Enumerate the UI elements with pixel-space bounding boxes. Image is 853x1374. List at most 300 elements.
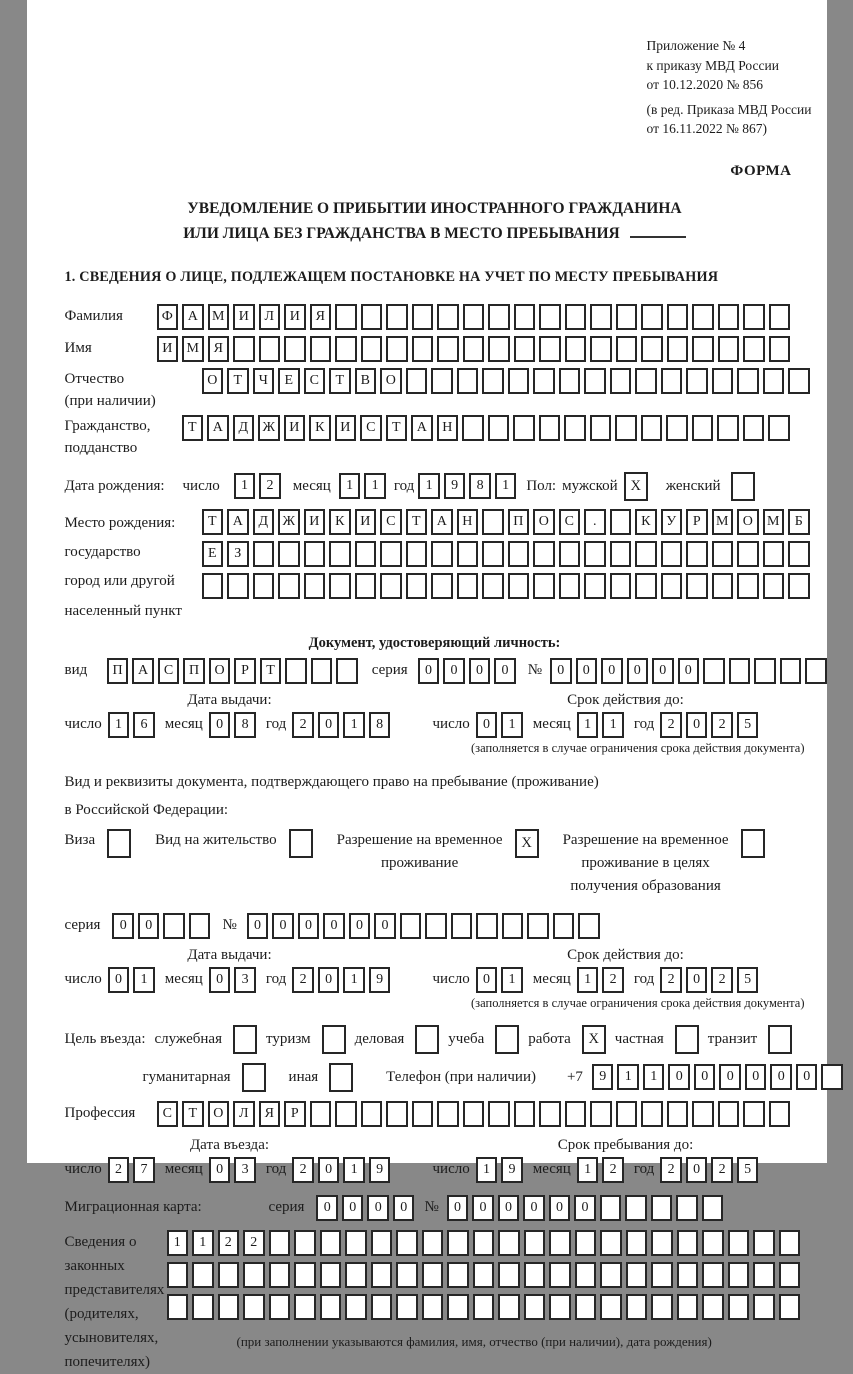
char-box[interactable]: 0 [652, 658, 674, 684]
char-box[interactable] [361, 1101, 383, 1127]
char-box[interactable] [218, 1294, 240, 1320]
char-box[interactable] [192, 1262, 214, 1288]
char-box[interactable] [508, 541, 530, 567]
char-box[interactable] [406, 573, 428, 599]
char-box[interactable] [371, 1262, 393, 1288]
char-box[interactable] [651, 1230, 673, 1256]
char-box[interactable]: Ж [278, 509, 300, 535]
char-box[interactable] [488, 336, 510, 362]
char-box[interactable] [473, 1262, 495, 1288]
char-box[interactable] [779, 1294, 801, 1320]
char-box[interactable]: А [431, 509, 453, 535]
char-box[interactable]: О [208, 1101, 230, 1127]
char-box[interactable] [737, 573, 759, 599]
char-box[interactable]: 0 [627, 658, 649, 684]
char-box[interactable]: 0 [719, 1064, 741, 1090]
char-box[interactable]: 1 [495, 473, 517, 499]
char-box[interactable]: О [209, 658, 231, 684]
char-box[interactable] [447, 1262, 469, 1288]
char-box[interactable] [743, 1101, 765, 1127]
char-box[interactable] [447, 1294, 469, 1320]
char-box[interactable] [728, 1230, 750, 1256]
char-box[interactable]: 1 [234, 473, 256, 499]
char-box[interactable] [431, 368, 453, 394]
char-box[interactable] [702, 1230, 724, 1256]
char-box[interactable] [304, 573, 326, 599]
char-box[interactable]: 0 [272, 913, 294, 939]
char-box[interactable] [539, 336, 561, 362]
char-box[interactable] [600, 1230, 622, 1256]
char-box[interactable] [278, 573, 300, 599]
char-box[interactable] [763, 541, 785, 567]
char-box[interactable] [686, 541, 708, 567]
char-box[interactable] [311, 658, 333, 684]
char-box[interactable] [284, 336, 306, 362]
char-box[interactable]: 0 [549, 1195, 571, 1221]
char-box[interactable] [616, 336, 638, 362]
char-box[interactable] [294, 1294, 316, 1320]
char-box[interactable]: И [233, 304, 255, 330]
char-box[interactable] [447, 1230, 469, 1256]
char-box[interactable] [559, 541, 581, 567]
char-box[interactable]: 0 [601, 658, 623, 684]
char-box[interactable] [779, 1230, 801, 1256]
char-box[interactable] [769, 304, 791, 330]
char-box[interactable]: О [202, 368, 224, 394]
char-box[interactable]: О [533, 509, 555, 535]
char-box[interactable] [361, 336, 383, 362]
char-box[interactable] [355, 541, 377, 567]
char-box[interactable] [616, 304, 638, 330]
char-box[interactable] [549, 1294, 571, 1320]
char-box[interactable] [635, 573, 657, 599]
char-box[interactable]: М [763, 509, 785, 535]
char-box[interactable]: 0 [209, 967, 231, 993]
char-box[interactable] [743, 415, 765, 441]
char-box[interactable]: А [207, 415, 229, 441]
char-box[interactable] [482, 573, 504, 599]
char-box[interactable]: 1 [476, 1157, 498, 1183]
char-box[interactable] [651, 1195, 673, 1221]
char-box[interactable] [463, 304, 485, 330]
char-box[interactable] [666, 415, 688, 441]
char-box[interactable]: Е [202, 541, 224, 567]
char-box[interactable]: 5 [737, 1157, 759, 1183]
char-box[interactable]: 0 [686, 967, 708, 993]
char-box[interactable]: Т [406, 509, 428, 535]
char-box[interactable]: 0 [472, 1195, 494, 1221]
char-box[interactable]: Е [278, 368, 300, 394]
char-box[interactable]: 2 [292, 1157, 314, 1183]
char-box[interactable]: 0 [476, 967, 498, 993]
char-box[interactable] [692, 336, 714, 362]
char-box[interactable] [508, 573, 530, 599]
char-box[interactable] [431, 541, 453, 567]
char-box[interactable]: 3 [234, 967, 256, 993]
char-box[interactable]: З [227, 541, 249, 567]
char-box[interactable] [304, 541, 326, 567]
char-box[interactable] [584, 573, 606, 599]
char-box[interactable]: А [227, 509, 249, 535]
char-box[interactable]: 5 [737, 712, 759, 738]
char-box[interactable]: 8 [234, 712, 256, 738]
char-box[interactable]: 2 [259, 473, 281, 499]
char-box[interactable] [626, 1230, 648, 1256]
char-box[interactable]: И [304, 509, 326, 535]
char-box[interactable]: П [107, 658, 129, 684]
char-box[interactable]: 2 [660, 712, 682, 738]
char-box[interactable] [788, 541, 810, 567]
char-box[interactable] [371, 1294, 393, 1320]
char-box[interactable]: 1 [577, 712, 599, 738]
char-box[interactable] [498, 1294, 520, 1320]
char-box[interactable] [788, 573, 810, 599]
char-box[interactable] [616, 1101, 638, 1127]
char-box[interactable]: С [158, 658, 180, 684]
char-box[interactable]: 0 [247, 913, 269, 939]
purpose-work-checkbox[interactable]: X [582, 1025, 606, 1054]
char-box[interactable]: К [329, 509, 351, 535]
char-box[interactable] [729, 658, 751, 684]
char-box[interactable]: 1 [192, 1230, 214, 1256]
char-box[interactable] [285, 658, 307, 684]
char-box[interactable] [667, 304, 689, 330]
char-box[interactable]: Н [457, 509, 479, 535]
char-box[interactable] [320, 1294, 342, 1320]
char-box[interactable]: 9 [592, 1064, 614, 1090]
char-box[interactable] [575, 1294, 597, 1320]
char-box[interactable]: 0 [112, 913, 134, 939]
char-box[interactable] [610, 541, 632, 567]
char-box[interactable] [625, 1195, 647, 1221]
char-box[interactable] [329, 541, 351, 567]
char-box[interactable] [641, 336, 663, 362]
char-box[interactable]: Л [259, 304, 281, 330]
char-box[interactable]: 3 [234, 1157, 256, 1183]
char-box[interactable]: 0 [374, 913, 396, 939]
char-box[interactable] [641, 1101, 663, 1127]
char-box[interactable] [610, 573, 632, 599]
purpose-private-checkbox[interactable] [675, 1025, 699, 1054]
char-box[interactable] [482, 368, 504, 394]
char-box[interactable]: 9 [369, 1157, 391, 1183]
char-box[interactable]: 6 [133, 712, 155, 738]
char-box[interactable]: П [508, 509, 530, 535]
char-box[interactable] [610, 368, 632, 394]
char-box[interactable] [779, 1262, 801, 1288]
char-box[interactable] [677, 1230, 699, 1256]
char-box[interactable]: Д [253, 509, 275, 535]
char-box[interactable] [743, 304, 765, 330]
char-box[interactable]: 1 [501, 712, 523, 738]
char-box[interactable] [737, 368, 759, 394]
char-box[interactable]: Я [259, 1101, 281, 1127]
char-box[interactable] [437, 336, 459, 362]
char-box[interactable]: 0 [443, 658, 465, 684]
char-box[interactable] [514, 304, 536, 330]
char-box[interactable]: Я [208, 336, 230, 362]
char-box[interactable] [253, 573, 275, 599]
char-box[interactable] [425, 913, 447, 939]
char-box[interactable] [821, 1064, 843, 1090]
char-box[interactable] [243, 1294, 265, 1320]
char-box[interactable]: Т [182, 1101, 204, 1127]
male-checkbox[interactable]: X [624, 472, 648, 501]
char-box[interactable] [457, 541, 479, 567]
char-box[interactable] [533, 368, 555, 394]
char-box[interactable] [753, 1230, 775, 1256]
char-box[interactable] [514, 336, 536, 362]
char-box[interactable]: 1 [418, 473, 440, 499]
char-box[interactable] [524, 1262, 546, 1288]
char-box[interactable] [575, 1230, 597, 1256]
char-box[interactable]: 2 [711, 967, 733, 993]
char-box[interactable] [412, 336, 434, 362]
char-box[interactable] [692, 304, 714, 330]
char-box[interactable] [345, 1262, 367, 1288]
char-box[interactable]: И [157, 336, 179, 362]
char-box[interactable] [692, 415, 714, 441]
char-box[interactable] [396, 1294, 418, 1320]
char-box[interactable] [686, 368, 708, 394]
char-box[interactable]: С [559, 509, 581, 535]
char-box[interactable]: 0 [318, 712, 340, 738]
char-box[interactable]: 2 [602, 967, 624, 993]
char-box[interactable]: 0 [494, 658, 516, 684]
char-box[interactable]: С [157, 1101, 179, 1127]
char-box[interactable] [457, 573, 479, 599]
char-box[interactable] [498, 1230, 520, 1256]
char-box[interactable]: 2 [660, 967, 682, 993]
char-box[interactable] [463, 1101, 485, 1127]
char-box[interactable]: 0 [447, 1195, 469, 1221]
char-box[interactable] [488, 415, 510, 441]
char-box[interactable] [524, 1230, 546, 1256]
char-box[interactable] [457, 368, 479, 394]
char-box[interactable]: В [355, 368, 377, 394]
char-box[interactable]: 8 [469, 473, 491, 499]
char-box[interactable]: 1 [343, 1157, 365, 1183]
char-box[interactable] [753, 1262, 775, 1288]
char-box[interactable]: 0 [694, 1064, 716, 1090]
purpose-transit-checkbox[interactable] [768, 1025, 792, 1054]
char-box[interactable] [218, 1262, 240, 1288]
char-box[interactable] [310, 1101, 332, 1127]
char-box[interactable] [539, 415, 561, 441]
char-box[interactable] [626, 1294, 648, 1320]
char-box[interactable]: Т [386, 415, 408, 441]
char-box[interactable] [361, 304, 383, 330]
char-box[interactable] [686, 573, 708, 599]
char-box[interactable]: 7 [133, 1157, 155, 1183]
char-box[interactable] [737, 541, 759, 567]
char-box[interactable] [451, 913, 473, 939]
char-box[interactable]: 1 [343, 712, 365, 738]
purpose-other-checkbox[interactable] [329, 1063, 353, 1092]
char-box[interactable]: 1 [167, 1230, 189, 1256]
char-box[interactable]: . [584, 509, 606, 535]
char-box[interactable] [805, 658, 827, 684]
char-box[interactable]: У [661, 509, 683, 535]
char-box[interactable] [769, 1101, 791, 1127]
char-box[interactable] [476, 913, 498, 939]
char-box[interactable] [335, 304, 357, 330]
char-box[interactable]: 8 [369, 712, 391, 738]
char-box[interactable]: 1 [108, 712, 130, 738]
char-box[interactable] [463, 336, 485, 362]
char-box[interactable]: 2 [602, 1157, 624, 1183]
char-box[interactable] [167, 1294, 189, 1320]
purpose-tourism-checkbox[interactable] [322, 1025, 346, 1054]
char-box[interactable]: 0 [298, 913, 320, 939]
char-box[interactable] [412, 1101, 434, 1127]
char-box[interactable] [163, 913, 185, 939]
char-box[interactable] [718, 1101, 740, 1127]
char-box[interactable] [502, 913, 524, 939]
char-box[interactable] [677, 1262, 699, 1288]
char-box[interactable]: О [737, 509, 759, 535]
char-box[interactable] [320, 1262, 342, 1288]
char-box[interactable] [565, 1101, 587, 1127]
char-box[interactable] [728, 1294, 750, 1320]
char-box[interactable] [575, 1262, 597, 1288]
char-box[interactable] [533, 573, 555, 599]
char-box[interactable]: И [284, 304, 306, 330]
char-box[interactable] [539, 1101, 561, 1127]
char-box[interactable]: С [380, 509, 402, 535]
char-box[interactable] [728, 1262, 750, 1288]
char-box[interactable]: 2 [292, 967, 314, 993]
char-box[interactable] [396, 1230, 418, 1256]
char-box[interactable] [661, 368, 683, 394]
char-box[interactable]: 9 [501, 1157, 523, 1183]
char-box[interactable]: 0 [574, 1195, 596, 1221]
char-box[interactable] [763, 573, 785, 599]
char-box[interactable]: 0 [523, 1195, 545, 1221]
char-box[interactable]: 0 [796, 1064, 818, 1090]
char-box[interactable] [412, 304, 434, 330]
char-box[interactable] [294, 1230, 316, 1256]
char-box[interactable] [269, 1230, 291, 1256]
purpose-humanitarian-checkbox[interactable] [242, 1063, 266, 1092]
char-box[interactable] [278, 541, 300, 567]
char-box[interactable] [718, 336, 740, 362]
char-box[interactable]: 5 [737, 967, 759, 993]
char-box[interactable] [233, 336, 255, 362]
char-box[interactable] [626, 1262, 648, 1288]
char-box[interactable]: 0 [209, 712, 231, 738]
char-box[interactable] [422, 1294, 444, 1320]
char-box[interactable] [227, 573, 249, 599]
char-box[interactable] [269, 1294, 291, 1320]
char-box[interactable]: Т [182, 415, 204, 441]
char-box[interactable] [422, 1262, 444, 1288]
char-box[interactable]: Р [284, 1101, 306, 1127]
char-box[interactable] [615, 415, 637, 441]
char-box[interactable]: 1 [364, 473, 386, 499]
char-box[interactable]: О [380, 368, 402, 394]
char-box[interactable] [482, 541, 504, 567]
char-box[interactable] [524, 1294, 546, 1320]
char-box[interactable] [641, 415, 663, 441]
char-box[interactable] [473, 1294, 495, 1320]
char-box[interactable]: 1 [339, 473, 361, 499]
char-box[interactable]: 0 [393, 1195, 415, 1221]
char-box[interactable]: 0 [576, 658, 598, 684]
char-box[interactable] [189, 913, 211, 939]
char-box[interactable] [600, 1195, 622, 1221]
char-box[interactable]: 0 [745, 1064, 767, 1090]
char-box[interactable] [482, 509, 504, 535]
char-box[interactable] [422, 1230, 444, 1256]
char-box[interactable] [590, 336, 612, 362]
char-box[interactable] [553, 913, 575, 939]
char-box[interactable] [600, 1294, 622, 1320]
char-box[interactable] [712, 573, 734, 599]
char-box[interactable]: Т [260, 658, 282, 684]
char-box[interactable]: 0 [686, 712, 708, 738]
char-box[interactable] [539, 304, 561, 330]
char-box[interactable] [718, 304, 740, 330]
char-box[interactable] [763, 368, 785, 394]
char-box[interactable] [513, 415, 535, 441]
char-box[interactable]: Т [202, 509, 224, 535]
char-box[interactable] [559, 573, 581, 599]
char-box[interactable]: Ч [253, 368, 275, 394]
char-box[interactable] [243, 1262, 265, 1288]
char-box[interactable]: П [183, 658, 205, 684]
char-box[interactable] [712, 541, 734, 567]
char-box[interactable]: М [182, 336, 204, 362]
char-box[interactable]: М [208, 304, 230, 330]
char-box[interactable] [437, 304, 459, 330]
purpose-study-checkbox[interactable] [495, 1025, 519, 1054]
visa-checkbox[interactable] [107, 829, 131, 858]
temp-residence-education-checkbox[interactable] [741, 829, 765, 858]
char-box[interactable] [386, 336, 408, 362]
char-box[interactable]: И [355, 509, 377, 535]
char-box[interactable] [600, 1262, 622, 1288]
char-box[interactable] [386, 304, 408, 330]
char-box[interactable] [667, 336, 689, 362]
char-box[interactable]: 9 [444, 473, 466, 499]
char-box[interactable]: К [635, 509, 657, 535]
char-box[interactable] [702, 1262, 724, 1288]
char-box[interactable]: 2 [711, 1157, 733, 1183]
char-box[interactable] [702, 1294, 724, 1320]
char-box[interactable]: 0 [550, 658, 572, 684]
char-box[interactable]: 2 [243, 1230, 265, 1256]
purpose-business-checkbox[interactable] [415, 1025, 439, 1054]
char-box[interactable]: Ж [258, 415, 280, 441]
char-box[interactable] [335, 1101, 357, 1127]
char-box[interactable]: 1 [577, 1157, 599, 1183]
char-box[interactable]: Р [234, 658, 256, 684]
char-box[interactable] [565, 304, 587, 330]
char-box[interactable] [590, 415, 612, 441]
char-box[interactable]: 0 [318, 1157, 340, 1183]
char-box[interactable] [259, 336, 281, 362]
char-box[interactable] [769, 336, 791, 362]
char-box[interactable] [590, 1101, 612, 1127]
char-box[interactable] [488, 304, 510, 330]
char-box[interactable] [320, 1230, 342, 1256]
char-box[interactable] [559, 368, 581, 394]
char-box[interactable] [533, 541, 555, 567]
char-box[interactable] [712, 368, 734, 394]
char-box[interactable] [703, 658, 725, 684]
char-box[interactable] [717, 415, 739, 441]
